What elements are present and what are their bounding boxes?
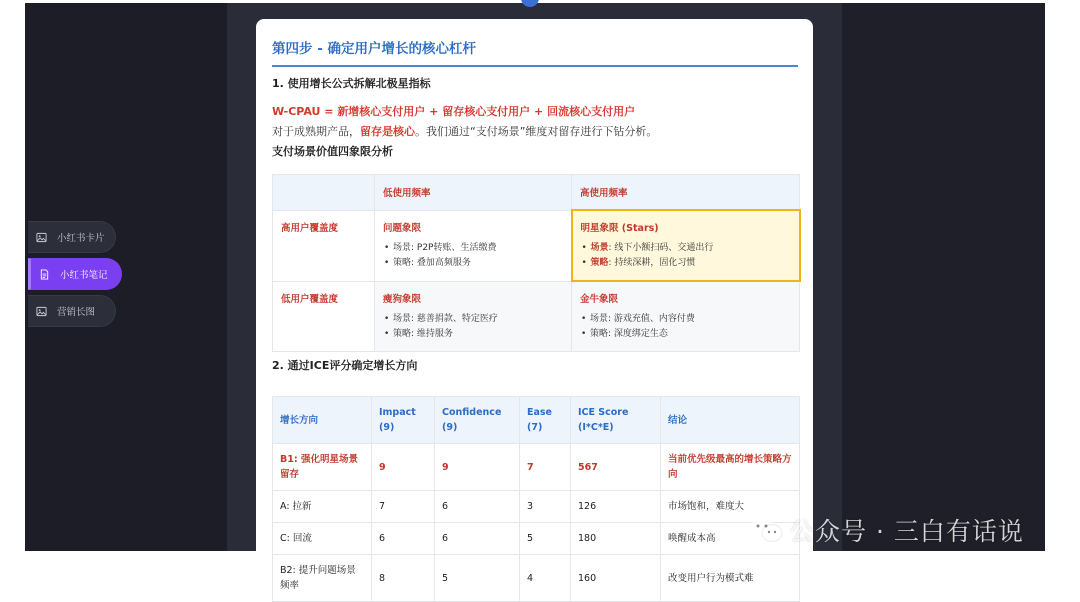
- note-preview-card: [256, 19, 813, 591]
- quadrant-title: 问题象限: [383, 222, 422, 234]
- table-row: [273, 491, 800, 523]
- quadrant-dog: [375, 281, 572, 352]
- table-row: [273, 523, 800, 555]
- list-value: : 线下小额扫码、交通出行: [608, 243, 714, 253]
- nav-item-long-image[interactable]: [28, 295, 116, 327]
- quadrant-heading: 支付场景价值四象限分析: [272, 145, 393, 158]
- table-cell: C: 回流: [273, 523, 372, 555]
- table-cell: 7: [520, 444, 571, 491]
- row-header: 高用户覆盖度: [273, 210, 375, 281]
- list-item: • 场景: 游戏充值、内容付费: [580, 312, 791, 327]
- list-item: • 策略: 维持服务: [383, 327, 563, 342]
- list-item: • 场景: P2P转账、生活缴费: [383, 241, 563, 256]
- right-backdrop: [842, 3, 1045, 551]
- table-cell: A: 拉新: [273, 491, 372, 523]
- table-row: [273, 444, 800, 491]
- section-heading-ice: 2. 通过ICE评分确定增长方向: [272, 359, 418, 372]
- ice-column-header: ICE Score (I*C*E): [571, 397, 661, 444]
- table-cell: 126: [571, 491, 661, 523]
- list-key: 场景: [590, 243, 609, 253]
- image-icon: [36, 306, 47, 317]
- table-cell: 9: [372, 444, 435, 491]
- list-value: : 持续深耕，固化习惯: [608, 258, 696, 268]
- quadrant-title: 瘦狗象限: [383, 293, 422, 305]
- list-item: • 场景: 慈善捐款、特定医疗: [383, 312, 563, 327]
- quadrant-cow: [572, 281, 800, 352]
- table-cell: 6: [372, 523, 435, 555]
- quadrant-corner: [273, 175, 375, 211]
- watermark: [747, 515, 1024, 545]
- list-item: • 策略: 深度绑定生态: [580, 327, 791, 342]
- table-cell: 市场饱和，难度大: [661, 491, 800, 523]
- image-icon: [36, 232, 47, 243]
- table-cell: 4: [520, 555, 571, 602]
- document-icon: [39, 269, 50, 280]
- nav-item-xhs-card[interactable]: [28, 221, 116, 253]
- table-cell: 5: [435, 555, 520, 602]
- para-text: 。我们通过“支付场景”维度对留存进行下钻分析。: [415, 125, 658, 138]
- table-cell: 当前优先级最高的增长策略方向: [661, 444, 800, 491]
- nav-item-label: 小红书卡片: [57, 233, 105, 244]
- table-cell: 唤醒成本高: [661, 523, 800, 555]
- column-header: 低使用频率: [375, 175, 572, 211]
- retention-paragraph: [272, 123, 798, 139]
- list-item: [581, 241, 791, 256]
- quadrant-table: [272, 174, 801, 352]
- list-item: • 策略: 叠加高频服务: [383, 256, 563, 271]
- table-cell: 9: [435, 444, 520, 491]
- watermark-text: 公众号 · 三白有话说: [789, 517, 1024, 546]
- nav-item-label: 营销长图: [57, 307, 96, 318]
- table-row: [273, 555, 800, 602]
- para-emphasis: 留存是核心: [360, 125, 415, 138]
- ice-column-header: 结论: [661, 397, 800, 444]
- table-cell: 5: [520, 523, 571, 555]
- table-cell: B2: 提升问题场景频率: [273, 555, 372, 602]
- nav-item-xhs-note[interactable]: [28, 258, 122, 290]
- app-window: [25, 3, 1045, 591]
- table-cell: 8: [372, 555, 435, 602]
- table-cell: 567: [571, 444, 661, 491]
- table-cell: 6: [435, 491, 520, 523]
- ice-column-header: Impact (9): [372, 397, 435, 444]
- table-cell: 3: [520, 491, 571, 523]
- ice-column-header: 增长方向: [273, 397, 372, 444]
- table-cell: 6: [435, 523, 520, 555]
- quadrant-star: [572, 210, 800, 281]
- template-nav: [28, 221, 128, 332]
- ice-table: [272, 396, 800, 602]
- section-heading-formula: 1. 使用增长公式拆解北极星指标: [272, 77, 431, 90]
- wechat-icon: [747, 515, 787, 545]
- quadrant-problem: [375, 210, 572, 281]
- ice-column-header: Ease (7): [520, 397, 571, 444]
- table-cell: 改变用户行为模式难: [661, 555, 800, 602]
- column-header: 高使用频率: [572, 175, 800, 211]
- table-cell: 7: [372, 491, 435, 523]
- table-cell: 160: [571, 555, 661, 602]
- quadrant-title: 金牛象限: [580, 294, 619, 305]
- ice-column-header: Confidence (9): [435, 397, 520, 444]
- page-title: 第四步 - 确定用户增长的核心杠杆: [272, 37, 798, 67]
- para-text: 对于成熟期产品，: [272, 125, 360, 138]
- list-item: [581, 256, 791, 271]
- table-cell: B1: 强化明星场景留存: [273, 444, 372, 491]
- growth-formula: W-CPAU = 新增核心支付用户 + 留存核心支付用户 + 回流核心支付用户: [272, 105, 636, 118]
- row-header: 低用户覆盖度: [273, 281, 375, 352]
- nav-item-label: 小红书笔记: [60, 270, 108, 281]
- quadrant-title: 明星象限 (Stars): [580, 223, 659, 234]
- list-key: 策略: [590, 258, 609, 268]
- table-cell: 180: [571, 523, 661, 555]
